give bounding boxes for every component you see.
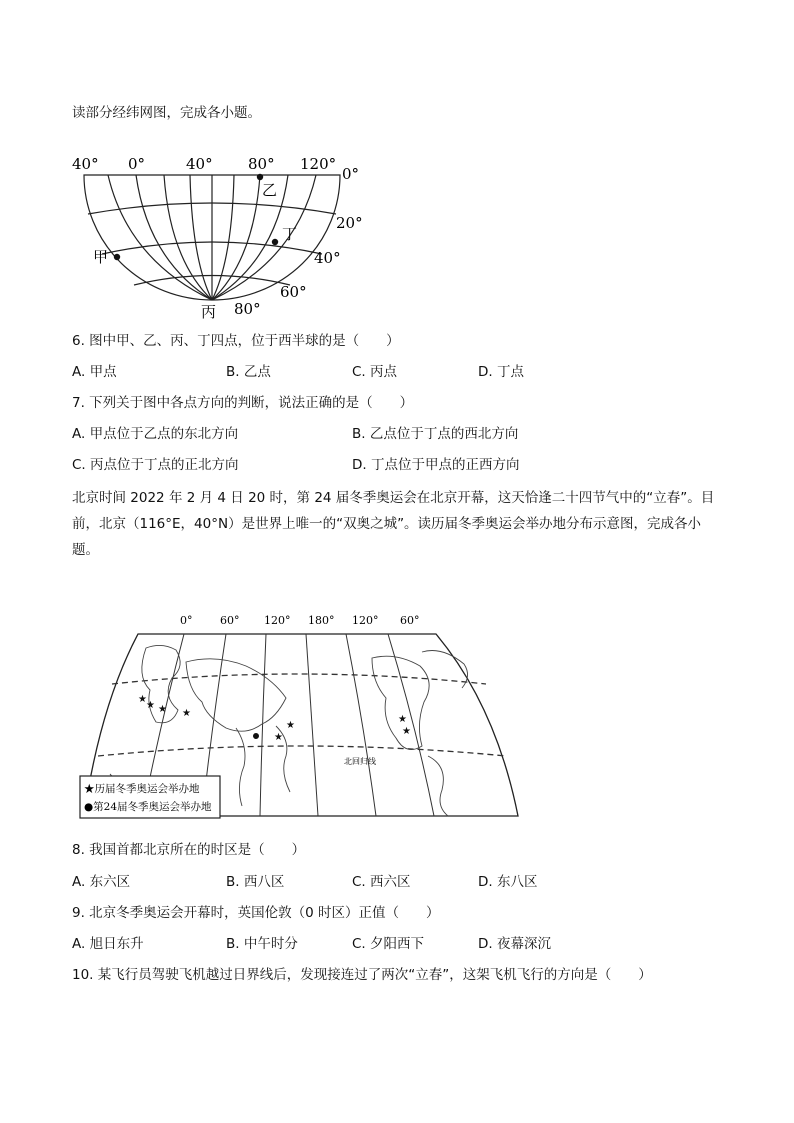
host-star: ★: [182, 708, 191, 719]
point-jia-label: 甲: [93, 248, 109, 266]
q6-option-d[interactable]: D. 丁点: [478, 364, 524, 380]
lon-label-120e: 120°: [300, 155, 337, 173]
lat-label-40: 40°: [314, 249, 341, 267]
host-star: ★: [138, 694, 147, 705]
host-star: ★: [274, 732, 283, 743]
legend-item-past-hosts: ★历届冬季奥运会举办地: [84, 783, 200, 795]
lon-label-80e: 80°: [248, 155, 275, 173]
lon-label-40e: 40°: [186, 155, 213, 173]
lat-label-60: 60°: [280, 283, 307, 301]
lon-label-180: 180°: [308, 614, 335, 627]
q9-option-c[interactable]: C. 夕阳西下: [352, 936, 425, 952]
lon-label-60e: 60°: [220, 614, 240, 627]
q7-option-c[interactable]: C. 丙点位于丁点的正北方向: [72, 457, 239, 473]
lon-label-60w: 60°: [400, 614, 420, 627]
q7-option-b[interactable]: B. 乙点位于丁点的西北方向: [352, 426, 519, 442]
lon-label-120e: 120°: [264, 614, 291, 627]
q9-option-a[interactable]: A. 旭日东升: [72, 936, 144, 952]
intro-text-1: 读部分经纬网图，完成各小题。: [72, 105, 261, 121]
host-star: ★: [398, 714, 407, 725]
q8-option-d[interactable]: D. 东八区: [478, 874, 538, 890]
world-map: [76, 606, 526, 822]
lon-label-0: 0°: [180, 614, 193, 627]
q7-option-a[interactable]: A. 甲点位于乙点的东北方向: [72, 426, 239, 442]
lat-label-20: 20°: [336, 214, 363, 232]
tropic-label: 北回归线: [344, 757, 376, 766]
legend-item-24th-host: ●第24届冬季奥运会举办地: [84, 801, 212, 813]
q6-option-c[interactable]: C. 丙点: [352, 364, 398, 380]
q8-option-a[interactable]: A. 东六区: [72, 874, 131, 890]
host-star: ★: [286, 720, 295, 731]
q8-option-b[interactable]: B. 西八区: [226, 874, 285, 890]
host-star: ★: [146, 700, 155, 711]
lon-label-40w: 40°: [72, 155, 99, 173]
lon-label-0: 0°: [128, 155, 146, 173]
q10-stem: 10. 某飞行员驾驶飞机越过日界线后，发现接连过了两次“立春”，这架飞机飞行的方向是（ ）: [72, 967, 652, 983]
q8-stem: 8. 我国首都北京所在的时区是（ ）: [72, 842, 306, 858]
point-jia: [114, 254, 120, 260]
q6-option-a[interactable]: A. 甲点: [72, 364, 117, 380]
q9-option-d[interactable]: D. 夜幕深沉: [478, 936, 551, 952]
host-star: ★: [158, 704, 167, 715]
beijing-dot: [253, 733, 259, 739]
intro-text-2: 北京时间 2022 年 2 月 4 日 20 时，第 24 届冬季奥运会在北京开幕，这天恰逢二十四节气中的“立春”。目前，北京（116°E，40°N）是世界上唯一的“双奥之城”。读历届冬季奥运会举办地分布示意图，完成各小题。: [72, 490, 715, 558]
point-yi-label: 乙: [262, 181, 278, 199]
point-ding: [272, 239, 278, 245]
q6-option-b[interactable]: B. 乙点: [226, 364, 271, 380]
q8-option-c[interactable]: C. 西六区: [352, 874, 411, 890]
lon-label-120w: 120°: [352, 614, 379, 627]
point-yi: [257, 174, 263, 180]
q7-option-d[interactable]: D. 丁点位于甲点的正西方向: [352, 457, 520, 473]
lat-label-0: 0°: [342, 165, 360, 183]
host-star: ★: [402, 726, 411, 737]
point-bing-label: 丙: [201, 303, 217, 321]
graticule-map: [62, 150, 372, 322]
lat-label-80: 80°: [234, 300, 261, 318]
q9-stem: 9. 北京冬季奥运会开幕时，英国伦敦（0 时区）正值（ ）: [72, 905, 440, 921]
q6-stem: 6. 图中甲、乙、丙、丁四点，位于西半球的是（ ）: [72, 333, 400, 349]
q9-option-b[interactable]: B. 中午时分: [226, 936, 298, 952]
point-ding-label: 丁: [282, 225, 298, 243]
q7-stem: 7. 下列关于图中各点方向的判断，说法正确的是（ ）: [72, 395, 414, 411]
